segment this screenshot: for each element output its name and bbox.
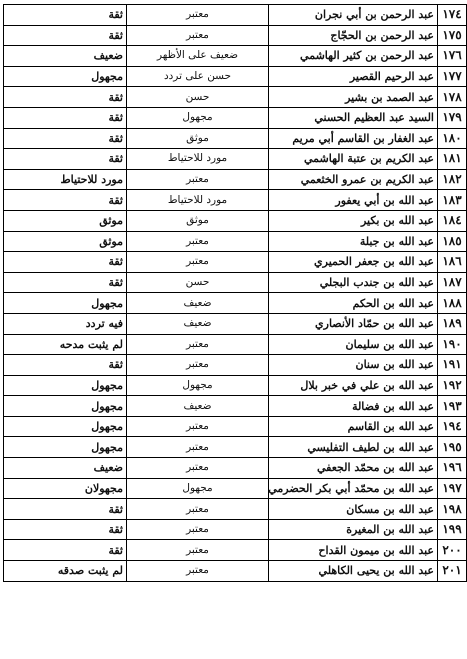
grade-secondary: ثقة: [4, 252, 127, 273]
row-number: ١٨٠: [438, 128, 467, 149]
narrator-name: عبد الله بن فضالة: [269, 396, 438, 417]
narrator-name: عبد الله بن حمّاد الأنصاري: [269, 313, 438, 334]
narrator-name: عبد الله بن جندب البجلي: [269, 272, 438, 293]
narrator-name: عبد الرحمن بن كثير الهاشمي: [269, 46, 438, 67]
grade-primary: مجهول: [127, 375, 269, 396]
grade-secondary: مجهول: [4, 66, 127, 87]
grade-secondary: ثقة: [4, 128, 127, 149]
narrator-name: عبد الصمد بن بشير: [269, 87, 438, 108]
grade-secondary: ثقة: [4, 355, 127, 376]
row-number: ١٨٥: [438, 231, 467, 252]
narrator-name: عبد الله بن يحيى الكاهلي: [269, 561, 438, 582]
grade-primary: ضعيف: [127, 293, 269, 314]
table-row: [4, 231, 467, 252]
grade-secondary: مورد للاحتياط: [4, 169, 127, 190]
narrator-name: عبد الله بن القاسم: [269, 416, 438, 437]
row-number: ١٧٧: [438, 66, 467, 87]
table-row: [4, 396, 467, 417]
narrators-table: [3, 4, 467, 582]
grade-primary: مورد للاحتياط: [127, 190, 269, 211]
grade-primary: حسن على تردد: [127, 66, 269, 87]
table-row: [4, 190, 467, 211]
row-number: ١٩٧: [438, 478, 467, 499]
grade-primary: ضعيف على الأظهر: [127, 46, 269, 67]
grade-primary: معتبر: [127, 334, 269, 355]
table-row: [4, 5, 467, 26]
grade-primary: حسن: [127, 272, 269, 293]
grade-primary: ضعيف: [127, 313, 269, 334]
grade-primary: معتبر: [127, 25, 269, 46]
grade-primary: مجهول: [127, 478, 269, 499]
grade-primary: ضعيف: [127, 396, 269, 417]
grade-secondary: ضعيف: [4, 458, 127, 479]
row-number: ١٩٩: [438, 519, 467, 540]
grade-secondary: مجهول: [4, 375, 127, 396]
narrator-name: عبد الله بن الحكم: [269, 293, 438, 314]
grade-secondary: ثقة: [4, 499, 127, 520]
table-row: [4, 107, 467, 128]
row-number: ١٧٤: [438, 5, 467, 26]
grade-secondary: ثقة: [4, 540, 127, 561]
grade-secondary: ثقة: [4, 87, 127, 108]
narrator-name: عبد الله بن لطيف التفليسي: [269, 437, 438, 458]
grade-primary: معتبر: [127, 519, 269, 540]
grade-secondary: ثقة: [4, 149, 127, 170]
narrator-name: عبد الله بن مسكان: [269, 499, 438, 520]
table-row: [4, 66, 467, 87]
narrator-name: عبد الكريم بن عمرو الخثعمي: [269, 169, 438, 190]
table-row: [4, 416, 467, 437]
table-row: [4, 437, 467, 458]
row-number: ١٨٨: [438, 293, 467, 314]
table-body: [4, 5, 467, 582]
table-row: [4, 252, 467, 273]
narrator-name: عبد الرحيم القصير: [269, 66, 438, 87]
grade-primary: معتبر: [127, 437, 269, 458]
narrator-name: عبد الله بن جبلة: [269, 231, 438, 252]
grade-primary: معتبر: [127, 416, 269, 437]
grade-primary: معتبر: [127, 540, 269, 561]
grade-secondary: ثقة: [4, 272, 127, 293]
table-row: [4, 272, 467, 293]
table-row: [4, 46, 467, 67]
narrator-name: السيد عبد العظيم الحسني: [269, 107, 438, 128]
row-number: ١٩١: [438, 355, 467, 376]
table-row: [4, 128, 467, 149]
row-number: ١٨١: [438, 149, 467, 170]
grade-secondary: ثقة: [4, 519, 127, 540]
grade-secondary: لم يثبت صدقه: [4, 561, 127, 582]
table-row: [4, 149, 467, 170]
table-row: [4, 355, 467, 376]
grade-secondary: مجهول: [4, 437, 127, 458]
narrator-name: عبد الغفار بن القاسم أبي مريم: [269, 128, 438, 149]
grade-secondary: ثقة: [4, 5, 127, 26]
table-row: [4, 561, 467, 582]
row-number: ١٨٩: [438, 313, 467, 334]
grade-secondary: فيه تردد: [4, 313, 127, 334]
grade-primary: معتبر: [127, 499, 269, 520]
row-number: ١٧٨: [438, 87, 467, 108]
narrator-name: عبد الله بن بكير: [269, 210, 438, 231]
table-row: [4, 334, 467, 355]
row-number: ٢٠٠: [438, 540, 467, 561]
grade-primary: معتبر: [127, 5, 269, 26]
row-number: ١٩٠: [438, 334, 467, 355]
grade-secondary: ثقة: [4, 190, 127, 211]
row-number: ١٩٤: [438, 416, 467, 437]
narrators-table-page: [3, 4, 462, 655]
narrator-name: عبد الرحمن بن الحجّاج: [269, 25, 438, 46]
row-number: ١٨٦: [438, 252, 467, 273]
grade-primary: معتبر: [127, 252, 269, 273]
table-row: [4, 375, 467, 396]
row-number: ١٨٧: [438, 272, 467, 293]
row-number: ٢٠١: [438, 561, 467, 582]
narrator-name: عبد الكريم بن عتبة الهاشمي: [269, 149, 438, 170]
table-row: [4, 25, 467, 46]
table-row: [4, 478, 467, 499]
narrator-name: عبد الله بن علي في خبر بلال: [269, 375, 438, 396]
table-row: [4, 540, 467, 561]
row-number: ١٩٥: [438, 437, 467, 458]
table-row: [4, 519, 467, 540]
row-number: ١٩٦: [438, 458, 467, 479]
grade-primary: موثق: [127, 210, 269, 231]
grade-primary: معتبر: [127, 561, 269, 582]
table-row: [4, 210, 467, 231]
row-number: ١٩٣: [438, 396, 467, 417]
narrator-name: عبد الله بن محمّد أبي بكر الحضرمي: [269, 478, 438, 499]
grade-primary: معتبر: [127, 169, 269, 190]
row-number: ١٩٢: [438, 375, 467, 396]
table-row: [4, 87, 467, 108]
grade-primary: مورد للاحتياط: [127, 149, 269, 170]
grade-primary: معتبر: [127, 355, 269, 376]
grade-primary: معتبر: [127, 458, 269, 479]
row-number: ١٨٣: [438, 190, 467, 211]
narrator-name: عبد الله بن سليمان: [269, 334, 438, 355]
narrator-name: عبد الله بن المغيرة: [269, 519, 438, 540]
narrator-name: عبد الله بن جعفر الحميري: [269, 252, 438, 273]
table-row: [4, 499, 467, 520]
narrator-name: عبد الله بن سنان: [269, 355, 438, 376]
row-number: ١٩٨: [438, 499, 467, 520]
grade-primary: موثق: [127, 128, 269, 149]
table-row: [4, 313, 467, 334]
row-number: ١٨٤: [438, 210, 467, 231]
table-row: [4, 169, 467, 190]
grade-secondary: مجهولان: [4, 478, 127, 499]
grade-secondary: مجهول: [4, 293, 127, 314]
grade-secondary: لم يثبت مدحه: [4, 334, 127, 355]
narrator-name: عبد الله بن محمّد الجعفي: [269, 458, 438, 479]
grade-secondary: مجهول: [4, 416, 127, 437]
table-row: [4, 458, 467, 479]
grade-secondary: ثقة: [4, 25, 127, 46]
grade-secondary: ضعيف: [4, 46, 127, 67]
grade-secondary: مجهول: [4, 396, 127, 417]
grade-secondary: موثق: [4, 231, 127, 252]
narrator-name: عبد الله بن أبي يعفور: [269, 190, 438, 211]
grade-primary: حسن: [127, 87, 269, 108]
row-number: ١٧٥: [438, 25, 467, 46]
grade-primary: مجهول: [127, 107, 269, 128]
grade-secondary: ثقة: [4, 107, 127, 128]
narrator-name: عبد الله بن ميمون القداح: [269, 540, 438, 561]
grade-secondary: موثق: [4, 210, 127, 231]
row-number: ١٧٩: [438, 107, 467, 128]
table-row: [4, 293, 467, 314]
grade-primary: معتبر: [127, 231, 269, 252]
row-number: ١٧٦: [438, 46, 467, 67]
row-number: ١٨٢: [438, 169, 467, 190]
narrator-name: عبد الرحمن بن أبي نجران: [269, 5, 438, 26]
